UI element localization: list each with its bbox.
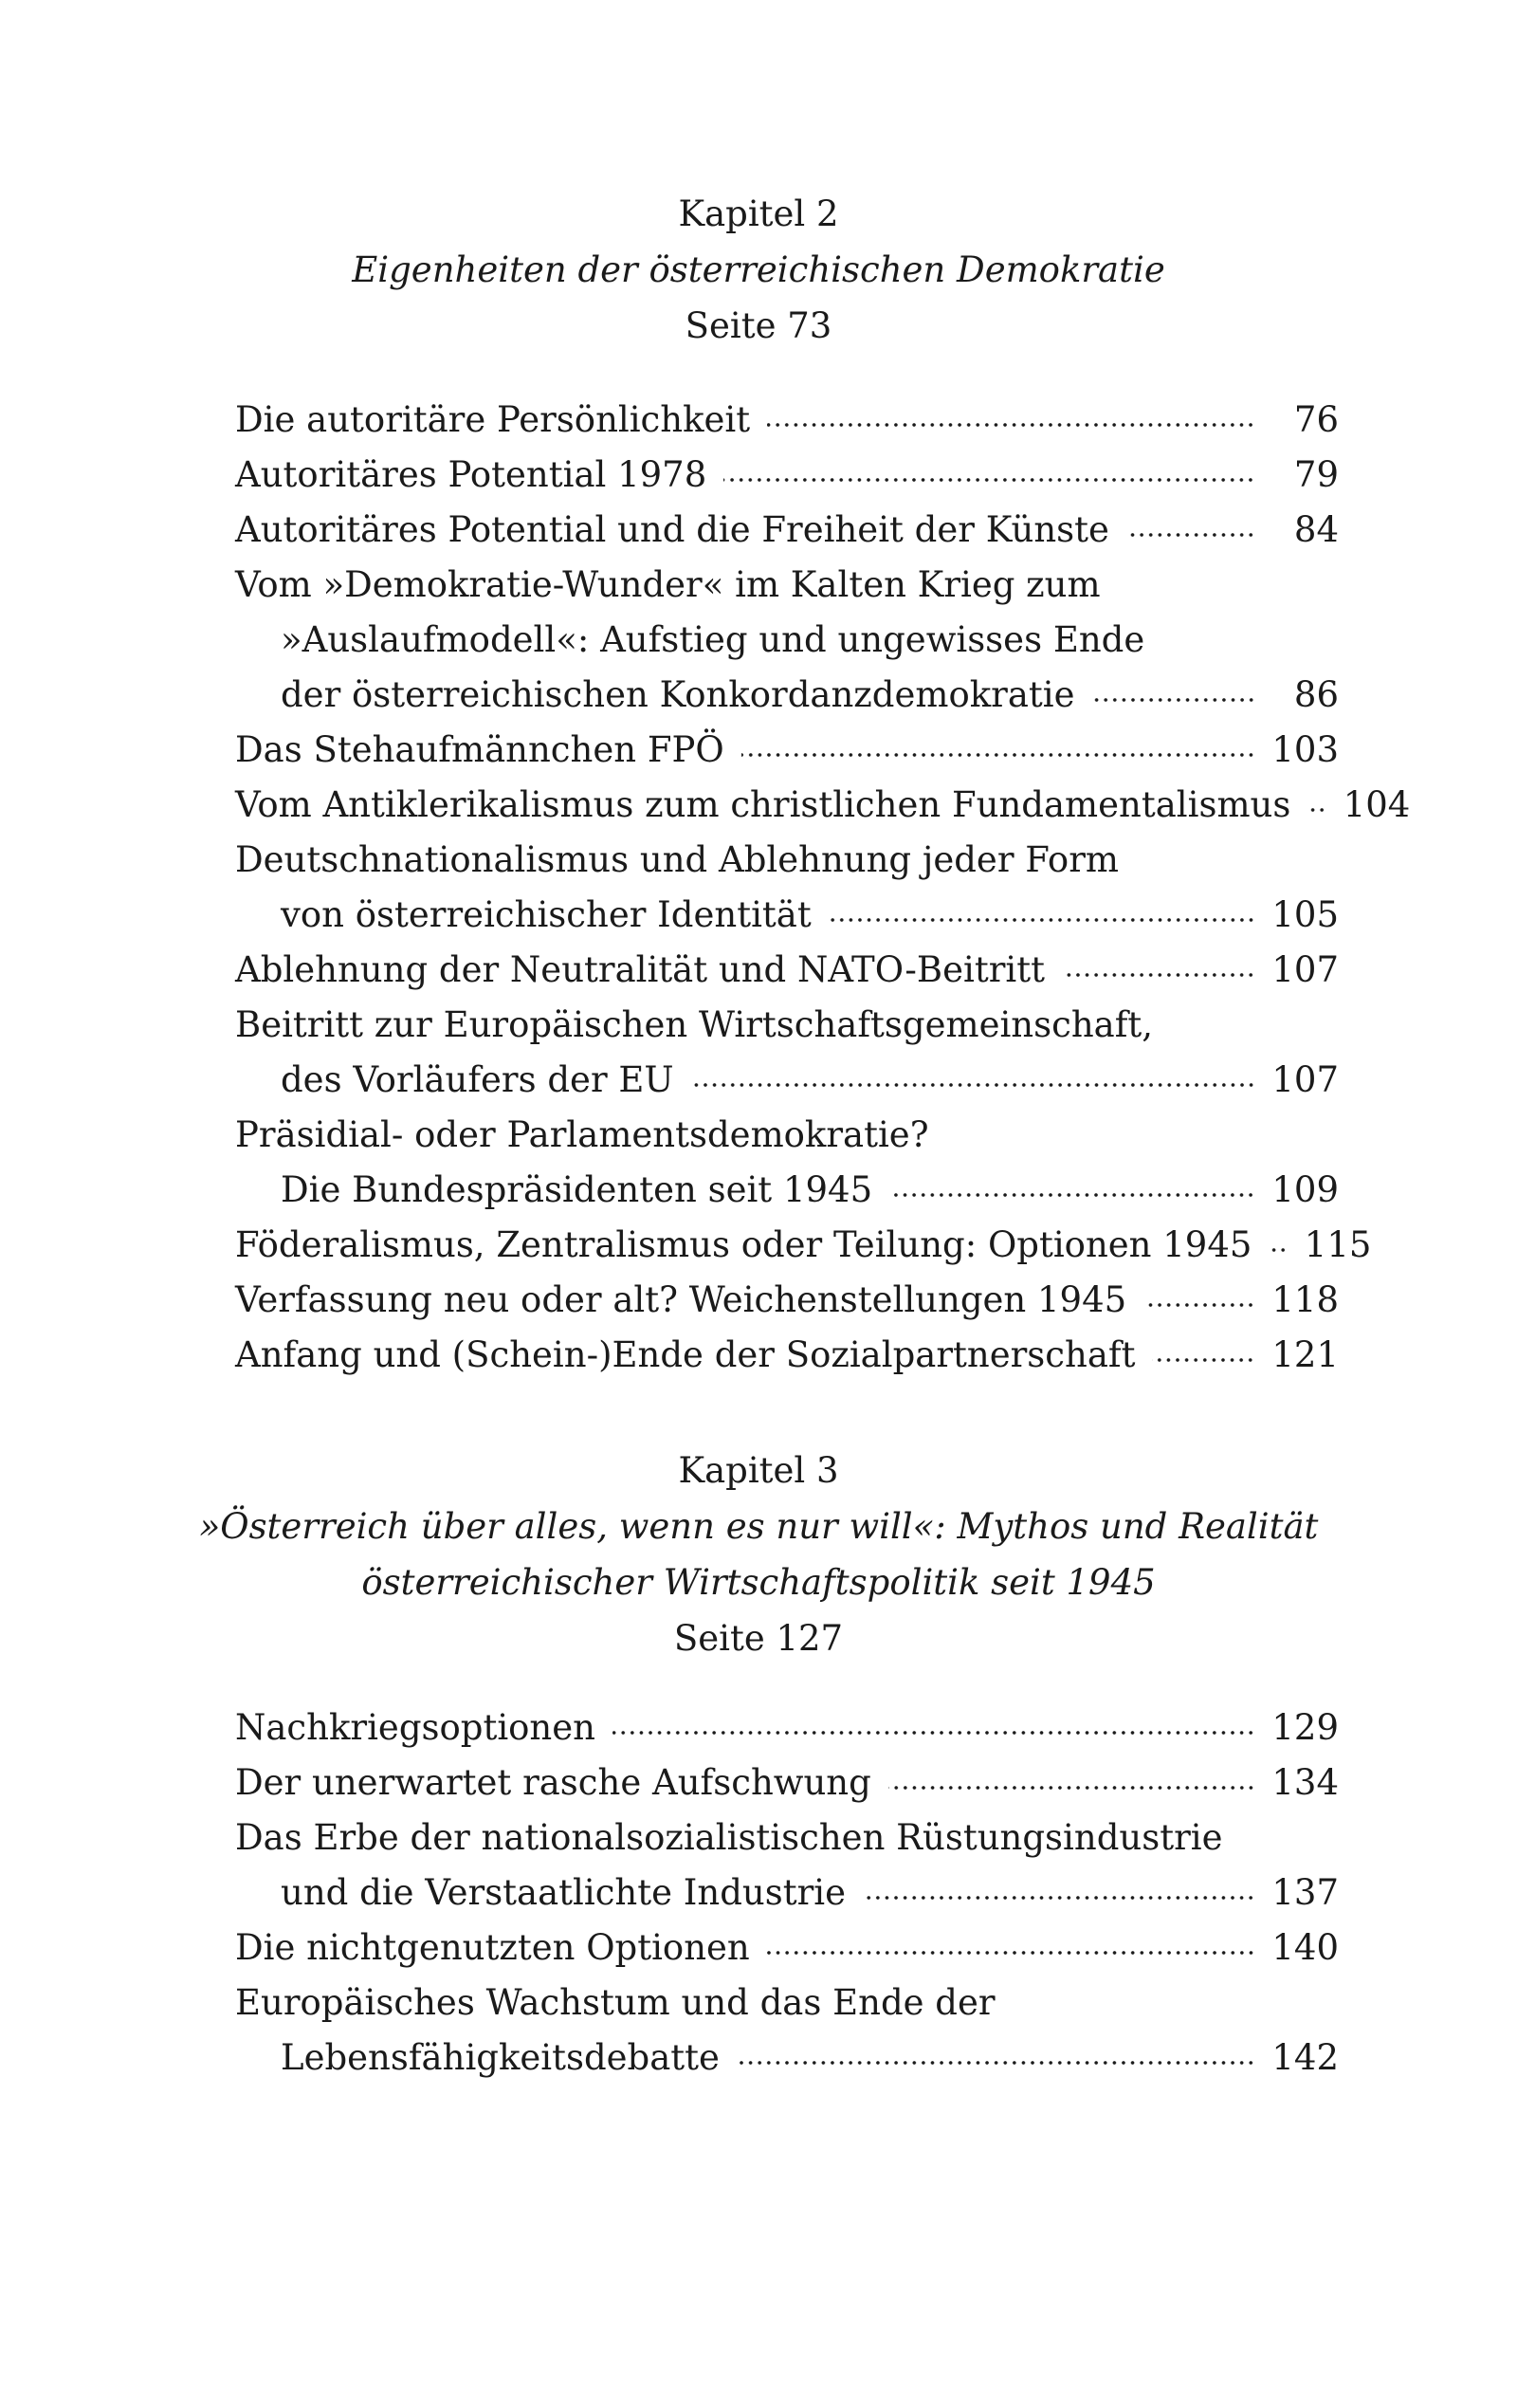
dot-leader xyxy=(767,1946,1255,1959)
toc-entry-title: des Vorläufers der EU xyxy=(281,1059,674,1100)
toc-chapter-2 xyxy=(235,393,1411,1383)
toc-entry-line xyxy=(235,1163,1339,1218)
dot-leader xyxy=(1126,528,1255,542)
toc-entry xyxy=(235,833,1339,943)
toc-entry xyxy=(235,778,1411,833)
toc-chapter-3 xyxy=(235,1700,1339,2086)
toc-entry xyxy=(235,1218,1372,1273)
toc-entry-title: Lebensfähigkeitsdebatte xyxy=(281,2037,720,2078)
dot-leader xyxy=(1143,1298,1255,1312)
dot-leader xyxy=(889,1188,1255,1202)
toc-entry-line xyxy=(235,833,1339,888)
toc-page-number: 105 xyxy=(1271,894,1339,935)
toc-entry-title: Das Erbe der nationalsozialistischen Rüstungsindustrie xyxy=(235,1817,1223,1858)
toc-entry-line xyxy=(235,558,1339,613)
toc-entry xyxy=(235,1328,1339,1383)
dot-leader xyxy=(767,418,1255,432)
chapter-label: Kapitel 2 xyxy=(678,193,839,234)
toc-entry-title: Deutschnationalismus und Ablehnung jeder Form xyxy=(235,839,1119,880)
toc-entry-line xyxy=(235,2031,1339,2086)
dot-leader xyxy=(723,473,1255,487)
chapter-start-page: Seite 127 xyxy=(673,1618,844,1659)
toc-entry-title: Ablehnung der Neutralität und NATO-Beitritt xyxy=(235,949,1045,990)
toc-entry-line xyxy=(235,393,1339,448)
toc-entry-title: Nachkriegsoptionen xyxy=(235,1707,595,1748)
toc-page-number: 104 xyxy=(1343,784,1411,825)
toc-entry xyxy=(235,558,1339,723)
toc-entry-title: von österreichischer Identität xyxy=(281,894,812,935)
toc-entry-line xyxy=(235,998,1339,1053)
dot-leader xyxy=(737,2056,1255,2069)
toc-entry-line xyxy=(235,723,1339,778)
chapter-title: Eigenheiten der österreichischen Demokratie xyxy=(352,249,1165,290)
toc-entry-title: Die Bundespräsidenten seit 1945 xyxy=(281,1169,873,1210)
toc-entry-line xyxy=(235,1053,1339,1108)
toc-page-number: 134 xyxy=(1271,1762,1339,1803)
toc-entry xyxy=(235,503,1339,558)
toc-page-number: 118 xyxy=(1271,1279,1339,1320)
toc-page-number: 107 xyxy=(1271,1059,1339,1100)
toc-entry-title: Verfassung neu oder alt? Weichenstellungen 1945 xyxy=(235,1279,1127,1320)
chapter-3-heading xyxy=(0,1443,1517,1666)
dot-leader xyxy=(741,748,1255,762)
chapter-title-line-1: »Österreich über alles, wenn es nur will«: Mythos und Realität xyxy=(198,1506,1319,1547)
toc-entry-line xyxy=(235,1108,1339,1163)
toc-page-number: 142 xyxy=(1271,2037,1339,2078)
toc-entry-line xyxy=(235,1700,1339,1755)
toc-page-number: 129 xyxy=(1271,1707,1339,1748)
chapter-start-page: Seite 73 xyxy=(685,305,832,346)
toc-entry-title: der österreichischen Konkordanzdemokratie xyxy=(281,674,1075,715)
toc-entry-title: und die Verstaatlichte Industrie xyxy=(281,1872,847,1913)
toc-entry-title: Beitritt zur Europäischen Wirtschaftsgemeinschaft, xyxy=(235,1004,1154,1045)
toc-entry-title: Autoritäres Potential und die Freiheit der Künste xyxy=(235,509,1109,550)
toc-entry-title: Vom Antiklerikalismus zum christlichen Fundamentalismus xyxy=(235,784,1291,825)
toc-page-number: 84 xyxy=(1293,509,1339,550)
toc-entry xyxy=(235,723,1339,778)
dot-leader xyxy=(888,1781,1255,1794)
toc-page-number: 103 xyxy=(1271,729,1339,770)
toc-entry-line xyxy=(235,613,1339,668)
chapter-title-line-2: österreichischer Wirtschaftspolitik seit 1945 xyxy=(361,1562,1156,1603)
toc-entry xyxy=(235,1273,1339,1328)
toc-entry-title: Autoritäres Potential 1978 xyxy=(235,454,707,495)
toc-entry-line xyxy=(235,1921,1339,1976)
toc-entry-line xyxy=(235,1811,1339,1866)
toc-entry-line xyxy=(235,943,1339,998)
dot-leader xyxy=(691,1078,1255,1092)
toc-entry-line xyxy=(235,1328,1339,1383)
toc-entry-line xyxy=(235,1755,1339,1811)
toc-entry-line xyxy=(235,888,1339,943)
toc-entry-title: Die nichtgenutzten Optionen xyxy=(235,1927,750,1968)
dot-leader xyxy=(1062,968,1255,982)
toc-entry-line xyxy=(235,1218,1372,1273)
toc-page-number: 109 xyxy=(1271,1169,1339,1210)
toc-entry-title: Die autoritäre Persönlichkeit xyxy=(235,399,751,440)
toc-page-number: 140 xyxy=(1271,1927,1339,1968)
toc-entry-title: Das Stehaufmännchen FPÖ xyxy=(235,729,724,770)
toc-page-number: 115 xyxy=(1304,1224,1372,1265)
toc-entry xyxy=(235,943,1339,998)
dot-leader xyxy=(612,1726,1255,1739)
toc-entry-title: Europäisches Wachstum und das Ende der xyxy=(235,1982,996,2023)
toc-entry-title: Anfang und (Schein-)Ende der Sozialpartnerschaft xyxy=(235,1334,1136,1375)
dot-leader xyxy=(863,1891,1255,1904)
toc-page-number: 79 xyxy=(1293,454,1339,495)
toc-entry xyxy=(235,1921,1339,1976)
dot-leader xyxy=(1092,693,1256,707)
toc-entry xyxy=(235,1811,1339,1921)
toc-entry xyxy=(235,393,1339,448)
toc-entry-line xyxy=(235,503,1339,558)
toc-entry xyxy=(235,448,1339,503)
toc-entry-title: Vom »Demokratie-Wunder« im Kalten Krieg zum xyxy=(235,564,1101,605)
toc-entry xyxy=(235,1700,1339,1755)
dot-leader xyxy=(1307,803,1326,817)
dot-leader xyxy=(1269,1243,1288,1257)
toc-entry-title: »Auslaufmodell«: Aufstieg und ungewisses Ende xyxy=(281,619,1145,660)
toc-entry xyxy=(235,1976,1339,2086)
toc-entry-title: Präsidial- oder Parlamentsdemokratie? xyxy=(235,1114,929,1155)
toc-entry-title: Der unerwartet rasche Aufschwung xyxy=(235,1762,871,1803)
toc-entry-title: Föderalismus, Zentralismus oder Teilung: Optionen 1945 xyxy=(235,1224,1252,1265)
toc-entry-line xyxy=(235,1273,1339,1328)
toc-page-number: 121 xyxy=(1271,1334,1339,1375)
dot-leader xyxy=(1152,1353,1255,1367)
toc-entry-line xyxy=(235,778,1411,833)
toc-entry xyxy=(235,1755,1339,1811)
toc-page-number: 86 xyxy=(1293,674,1339,715)
toc-entry-line xyxy=(235,1976,1339,2031)
toc-page-number: 137 xyxy=(1271,1872,1339,1913)
toc-entry-line xyxy=(235,668,1339,723)
toc-page-number: 107 xyxy=(1271,949,1339,990)
toc-entry-line xyxy=(235,448,1339,503)
toc-page-number: 76 xyxy=(1293,399,1339,440)
toc-entry xyxy=(235,998,1339,1108)
chapter-label: Kapitel 3 xyxy=(678,1450,839,1491)
toc-entry xyxy=(235,1108,1339,1218)
chapter-2-heading xyxy=(0,186,1517,354)
toc-entry-line xyxy=(235,1866,1339,1921)
dot-leader xyxy=(829,913,1255,927)
